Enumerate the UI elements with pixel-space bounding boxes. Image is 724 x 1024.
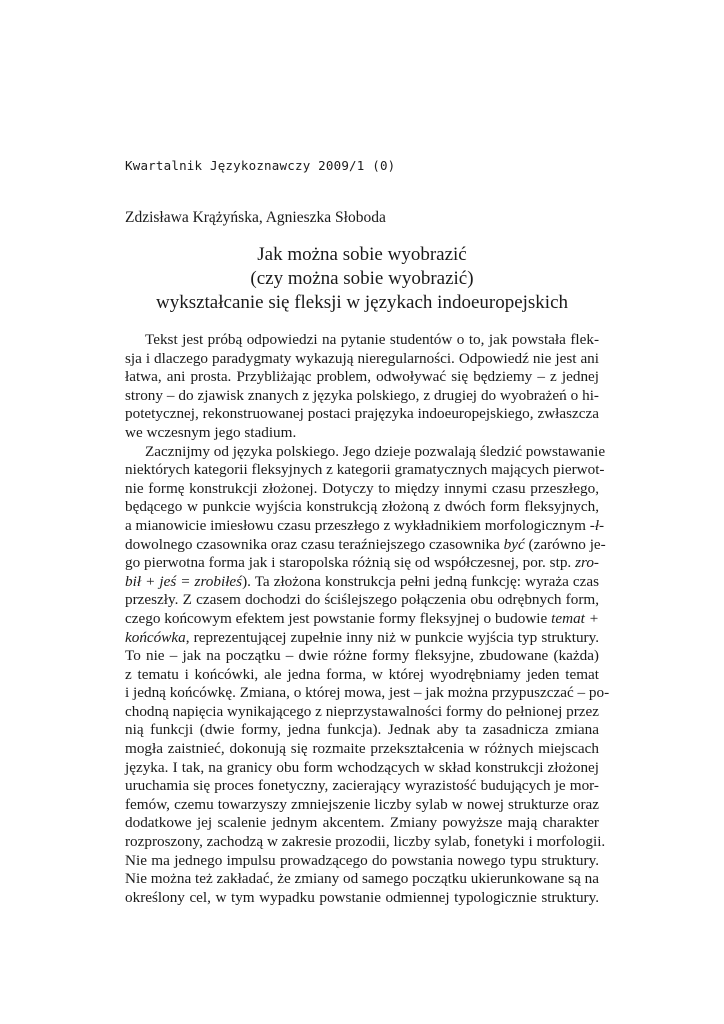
text-segment: go pierwotna forma jak i staropolska różnią się od współczesnej, por. stp. xyxy=(125,554,576,572)
text-line xyxy=(125,535,606,555)
italic-term: temat + xyxy=(551,609,599,627)
text-segment: a mianowicie imiesłowu czasu przeszłego z wykładnikiem morfologicznym xyxy=(125,516,590,534)
text-line: języka. I tak, na granicy obu form wchodzących w skład konstrukcji złożonej xyxy=(125,758,599,776)
italic-term: zro- xyxy=(575,554,599,572)
text-line: chodną napięcia wynikającego z nieprzystawalności formy do pełnionej przez xyxy=(125,702,599,720)
article-title xyxy=(115,243,609,315)
italic-term: -ł- xyxy=(589,516,605,534)
text-line xyxy=(125,573,599,592)
text-segment: ). Ta złożona konstrukcja pełni jedną funkcję: wyraża czas xyxy=(242,572,599,590)
text-line: będącego w punkcie wyjścia konstrukcją złożoną z dwóch form fleksyjnych, xyxy=(125,498,599,516)
text-line: nie formę konstrukcji złożonej. Dotyczy to między innymi czasu przeszłego, xyxy=(125,479,599,497)
text-line: To nie – jak na początku – dwie różne formy fleksyjne, zbudowane (każda) xyxy=(125,647,599,665)
text-line: Nie ma jednego impulsu prowadzącego do powstania nowego typu struktury. xyxy=(125,851,599,869)
text-line: łatwa, ani prosta. Przybliżając problem, odwoływać się będziemy – z jednej xyxy=(125,368,599,386)
text-line xyxy=(125,516,605,536)
text-segment: czego końcowym efektem jest powstanie formy fleksyjnej o budowie xyxy=(125,609,552,627)
text-line: rozproszony, zachodzą w zakresie prozodii, liczby sylab, fonetyki i morfologii. xyxy=(125,833,606,851)
text-line: strony – do zjawisk znanych z języka polskiego, z drugiej do wyobrażeń o hi- xyxy=(125,386,599,404)
text-line: dodatkowe jej scalenie jednym akcentem. Zmiany powyższe mają charakter xyxy=(125,814,599,832)
paragraph-1 xyxy=(125,331,599,443)
article-body xyxy=(125,331,610,907)
italic-term: być xyxy=(503,535,525,553)
text-line: niektórych kategorii fleksyjnych z kategorii gramatycznych mających pierwot- xyxy=(125,461,605,479)
text-line: potetycznej, rekonstruowanej postaci prajęzyka indoeuropejskiego, zwłaszcza xyxy=(125,405,599,423)
text-line: Zacznijmy od języka polskiego. Jego dzieje pozwalają śledzić powstawanie xyxy=(145,442,606,460)
text-segment: dowolnego czasownika oraz czasu teraźniejszego czasownika xyxy=(125,535,504,553)
text-segment: (zarówno je- xyxy=(524,535,606,553)
authors: Zdzisława Krążyńska, Agnieszka Słoboda xyxy=(125,209,386,226)
text-line: femów, czemu towarzyszy zmniejszenie liczby sylab w nowej strukturze oraz xyxy=(125,795,599,813)
text-line: we wczesnym jego stadium. xyxy=(125,423,297,441)
journal-header: Kwartalnik Językoznawczy 2009/1 (0) xyxy=(125,158,396,173)
paragraph-2 xyxy=(125,442,610,908)
text-line: Tekst jest próbą odpowiedzi na pytanie studentów o to, jak powstała flek- xyxy=(145,331,599,348)
text-line: i jedną końcówkę. Zmiana, o której mowa, jest – jak można przypuszczać – po- xyxy=(125,684,610,702)
text-line: mogła zaistnieć, dokonują się rozmaite przekształcenia w różnych miejscach xyxy=(125,740,599,758)
text-line: uruchamia się proces fonetyczny, zacierający wyrazistość budujących je mor- xyxy=(125,777,599,795)
title-line: wykształcanie się fleksji w językach indoeuropejskich xyxy=(155,292,569,313)
title-line: Jak można sobie wyobrazić xyxy=(257,244,467,265)
text-segment: , reprezentującej zupełnie inny niż w punkcie wyjścia typ struktury. xyxy=(185,628,599,646)
text-line: nią funkcji (dwie formy, jedna funkcja). Jednak aby ta zasadnicza zmiana xyxy=(125,721,599,739)
italic-term: końcówka xyxy=(125,628,186,646)
text-line: z tematu i końcówki, ale jedna forma, w której wyodrębniamy jeden temat xyxy=(125,665,599,683)
italic-term: bił + jeś = zrobiłeś xyxy=(125,572,243,590)
text-line xyxy=(125,629,599,648)
text-line xyxy=(125,554,599,573)
text-line: Nie można też zakładać, że zmiany od samego początku ukierunkowane są na xyxy=(125,870,599,888)
text-line: sja i dlaczego paradygmaty wykazują nieregularności. Odpowiedź nie jest ani xyxy=(125,349,599,367)
text-line: określony cel, w tym wypadku powstanie odmiennej typologicznie struktury. xyxy=(125,888,599,906)
text-line: przeszły. Z czasem dochodzi do ściślejszego połączenia obu odrębnych form, xyxy=(125,591,599,609)
text-line xyxy=(125,610,599,629)
title-line: (czy można sobie wyobrazić) xyxy=(250,268,474,289)
